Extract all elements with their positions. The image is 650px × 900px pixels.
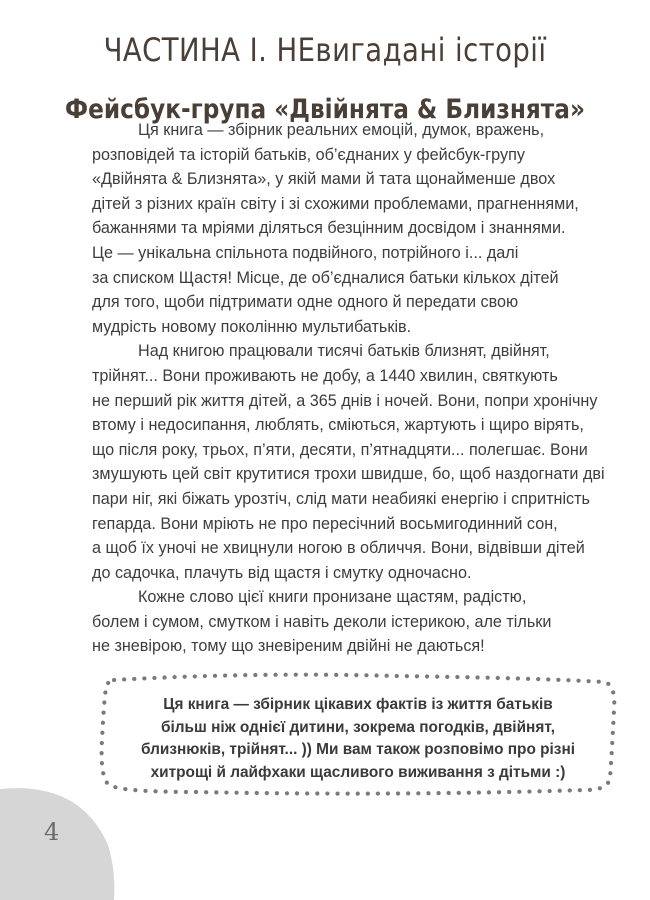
text-line: що після року, трьох, п’яти, десяти, п’ятнадцяти... полегшає. Вони xyxy=(92,440,588,459)
text-line: а щоб їх уночі не хвицнули ногою в обличчя. Вони, відвівши дітей xyxy=(92,539,585,558)
text-line: «Двійнята & Близнята», у якій мами й тата щонайменше двох xyxy=(92,170,556,189)
text-line: втому і недосипання, люблять, сміються, жартують і щиро вірять, xyxy=(92,416,584,435)
text-line: розповідей та історій батьків, об’єднаних у фейсбук-групу xyxy=(92,145,525,164)
text-line: мудрість новому поколінню мультибатьків. xyxy=(92,317,412,336)
text-line: Над книгою працювали тисячі батьків близнят, двійнят, xyxy=(138,342,550,361)
callout-line: Ця книга — збірник цікавих фактів із життя батьків xyxy=(163,696,553,713)
text-line: гепарда. Вони мріють не про пересічний восьмигодинний сон, xyxy=(92,514,558,533)
text-line: змушують цей світ крутитися трохи швидше, бо, щоб наздогнати дві xyxy=(92,465,605,484)
text-line: Ця книга — збірник реальних емоцій, думок, вражень, xyxy=(138,121,545,139)
text-line: Кожне слово цієї книги пронизане щастям, радістю, xyxy=(138,588,527,607)
body-text xyxy=(92,118,632,659)
paragraph xyxy=(92,339,632,585)
paragraph xyxy=(92,585,632,659)
callout-line: близнюків, трійнят... )) Ми вам також розповімо про різні xyxy=(140,741,576,758)
callout-line: більш ніж однієї дитини, зокрема погодків, двійнят, xyxy=(161,718,555,736)
text-line: болем і сумом, смутком і навіть деколи істерикою, але тільки xyxy=(92,612,552,631)
text-line: трійнят... Вони проживають не добу, а 1440 хвилин, святкують xyxy=(92,366,558,385)
text-line: пари ніг, які біжать урозтіч, слід мати неабиякі енергію і спритність xyxy=(92,489,590,508)
paragraph xyxy=(92,118,632,339)
text-line: для того, щоби підтримати одне одного й передати свою xyxy=(92,293,519,312)
callout-box xyxy=(96,670,620,798)
callout-text xyxy=(96,694,620,784)
chapter-title: ЧАСТИНА І. НЕвигадані історії xyxy=(103,31,547,70)
text-line: не зневірою, тому що зневіреним двійні не даються! xyxy=(92,637,485,656)
text-line: Це — унікальна спільнота подвійного, потрійного і... далі xyxy=(92,243,519,262)
page-corner-shape xyxy=(0,785,120,900)
callout-line: хитрощі й лайфхаки щасливого виживання з дітьми :) xyxy=(150,763,566,781)
text-line: бажаннями та мріями діляться безцінним досвідом і знаннями. xyxy=(92,219,566,238)
page-number: 4 xyxy=(44,818,60,846)
text-line: за списком Щастя! Місце, де об’єдналися батьки кількох дітей xyxy=(92,268,559,287)
text-line: не перший рік життя дітей, а 365 днів і ночей. Вони, попри хронічну xyxy=(92,391,598,410)
text-line: дітей з різних країн світу і зі схожими проблемами, прагненнями, xyxy=(92,194,579,213)
section-title: Фейсбук-група «Двійнята & Близнята» xyxy=(65,94,585,126)
text-line: до садочка, плачуть від щастя і смутку одночасно. xyxy=(92,563,472,582)
